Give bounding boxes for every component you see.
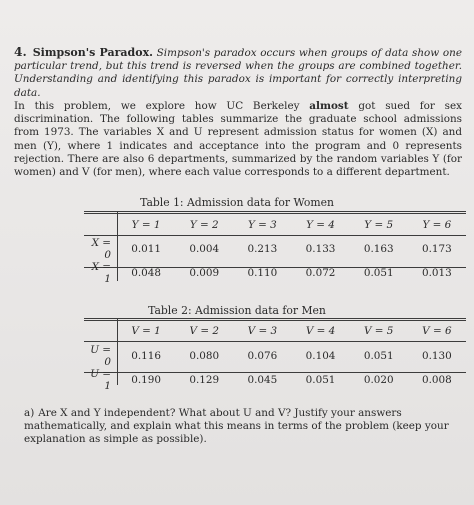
table1-header: Y = 6 [422,218,452,231]
table2-header: V = 5 [363,325,394,337]
table1-top-rule [84,211,466,212]
table2-cell: 0.051 [305,374,336,386]
problem-title: Simpson's Paradox. [32,46,153,59]
table2-caption: Table 2: Admission data for Men [148,304,326,317]
table1-cell: 0.072 [305,267,336,279]
table1 [84,216,466,285]
table1-row [84,261,466,285]
table2-cell: 0.130 [422,350,452,362]
table1-row-label: X = 0 [91,237,111,261]
table1-row [84,237,466,261]
table1-header: Y = 5 [364,218,394,231]
table2-row [84,368,466,392]
table1-cell: 0.013 [422,267,452,279]
table2-header: V = 6 [422,325,452,337]
table2-header: V = 1 [131,325,161,337]
table1-corner [84,216,117,233]
problem-body [14,100,462,179]
table1-caption: Table 1: Admission data for Women [140,196,334,209]
problem-body-part2: got sued for sex discrimination. The following tables summarize the graduate school admissions from 1973. The variables X and U represent admission status for women (X) and men (Y), where 1 indicates and acceptance into the program and 0 represents rejection. There are also 6 departments, summarized by the random variables Y (for women) and V (for men), where each value corresponds to a different department. [14,100,462,179]
table2-cell: 0.020 [363,374,394,386]
problem-number: 4. [14,45,27,59]
question-a-text: Are X and Y independent? What about U and V? Justify your answers mathematically, and explain what this means in terms of the problem (keep your explanation as simple as possible). [24,407,449,446]
table2-row-label: U = 1 [90,368,111,392]
table2-row-label: U = 0 [90,344,111,368]
table2-cell: 0.080 [189,350,220,362]
problem-body-part1: In this problem, we explore how UC Berkeley [14,100,310,112]
table1-cell: 0.004 [189,243,220,255]
table2-header-row [84,323,466,339]
table1-cell: 0.009 [189,267,220,279]
table2-row [84,344,466,368]
table1-header: Y = 1 [131,218,161,231]
table1-top-rule-2 [84,213,466,214]
table2-cell: 0.051 [363,350,394,362]
table1-row-label: X = 1 [91,261,111,285]
table2-cell: 0.190 [131,374,161,386]
problem-body-bold: almost [309,100,349,112]
table1-header-row [84,216,466,233]
problem-intro-text: Simpson's paradox occurs when groups of data show one particular trend, but this trend is reversed when the groups are combined together. Understanding and identifying this paradox is important for correctly interpreting data. [14,47,462,99]
table2-header: V = 2 [189,325,219,337]
table1-header: Y = 3 [247,218,277,231]
table1-header: Y = 4 [306,218,335,231]
table1-cell: 0.173 [422,243,452,255]
question-a [24,407,460,447]
question-a-label: a) [24,407,35,419]
table2-header: V = 4 [305,325,336,337]
table1-header: Y = 2 [189,218,219,231]
table2-top-rule-2 [84,320,466,321]
table1-cell: 0.213 [247,243,278,255]
table1-cell: 0.110 [247,267,278,279]
table2-header: V = 3 [247,325,278,337]
table2-cell: 0.076 [247,350,278,362]
table2-cell: 0.116 [131,350,161,362]
table2-top-rule [84,318,466,319]
table2-cell: 0.045 [247,374,278,386]
table1-cell: 0.133 [305,243,336,255]
table2 [84,323,466,392]
table2-cell: 0.104 [305,350,336,362]
table1-cell: 0.048 [131,267,161,279]
problem-intro [14,46,462,100]
table1-cell: 0.051 [363,267,394,279]
table1-cell: 0.163 [363,243,394,255]
table2-cell: 0.129 [189,374,220,386]
table2-corner [84,323,117,339]
table2-cell: 0.008 [422,374,452,386]
table1-cell: 0.011 [131,243,161,255]
